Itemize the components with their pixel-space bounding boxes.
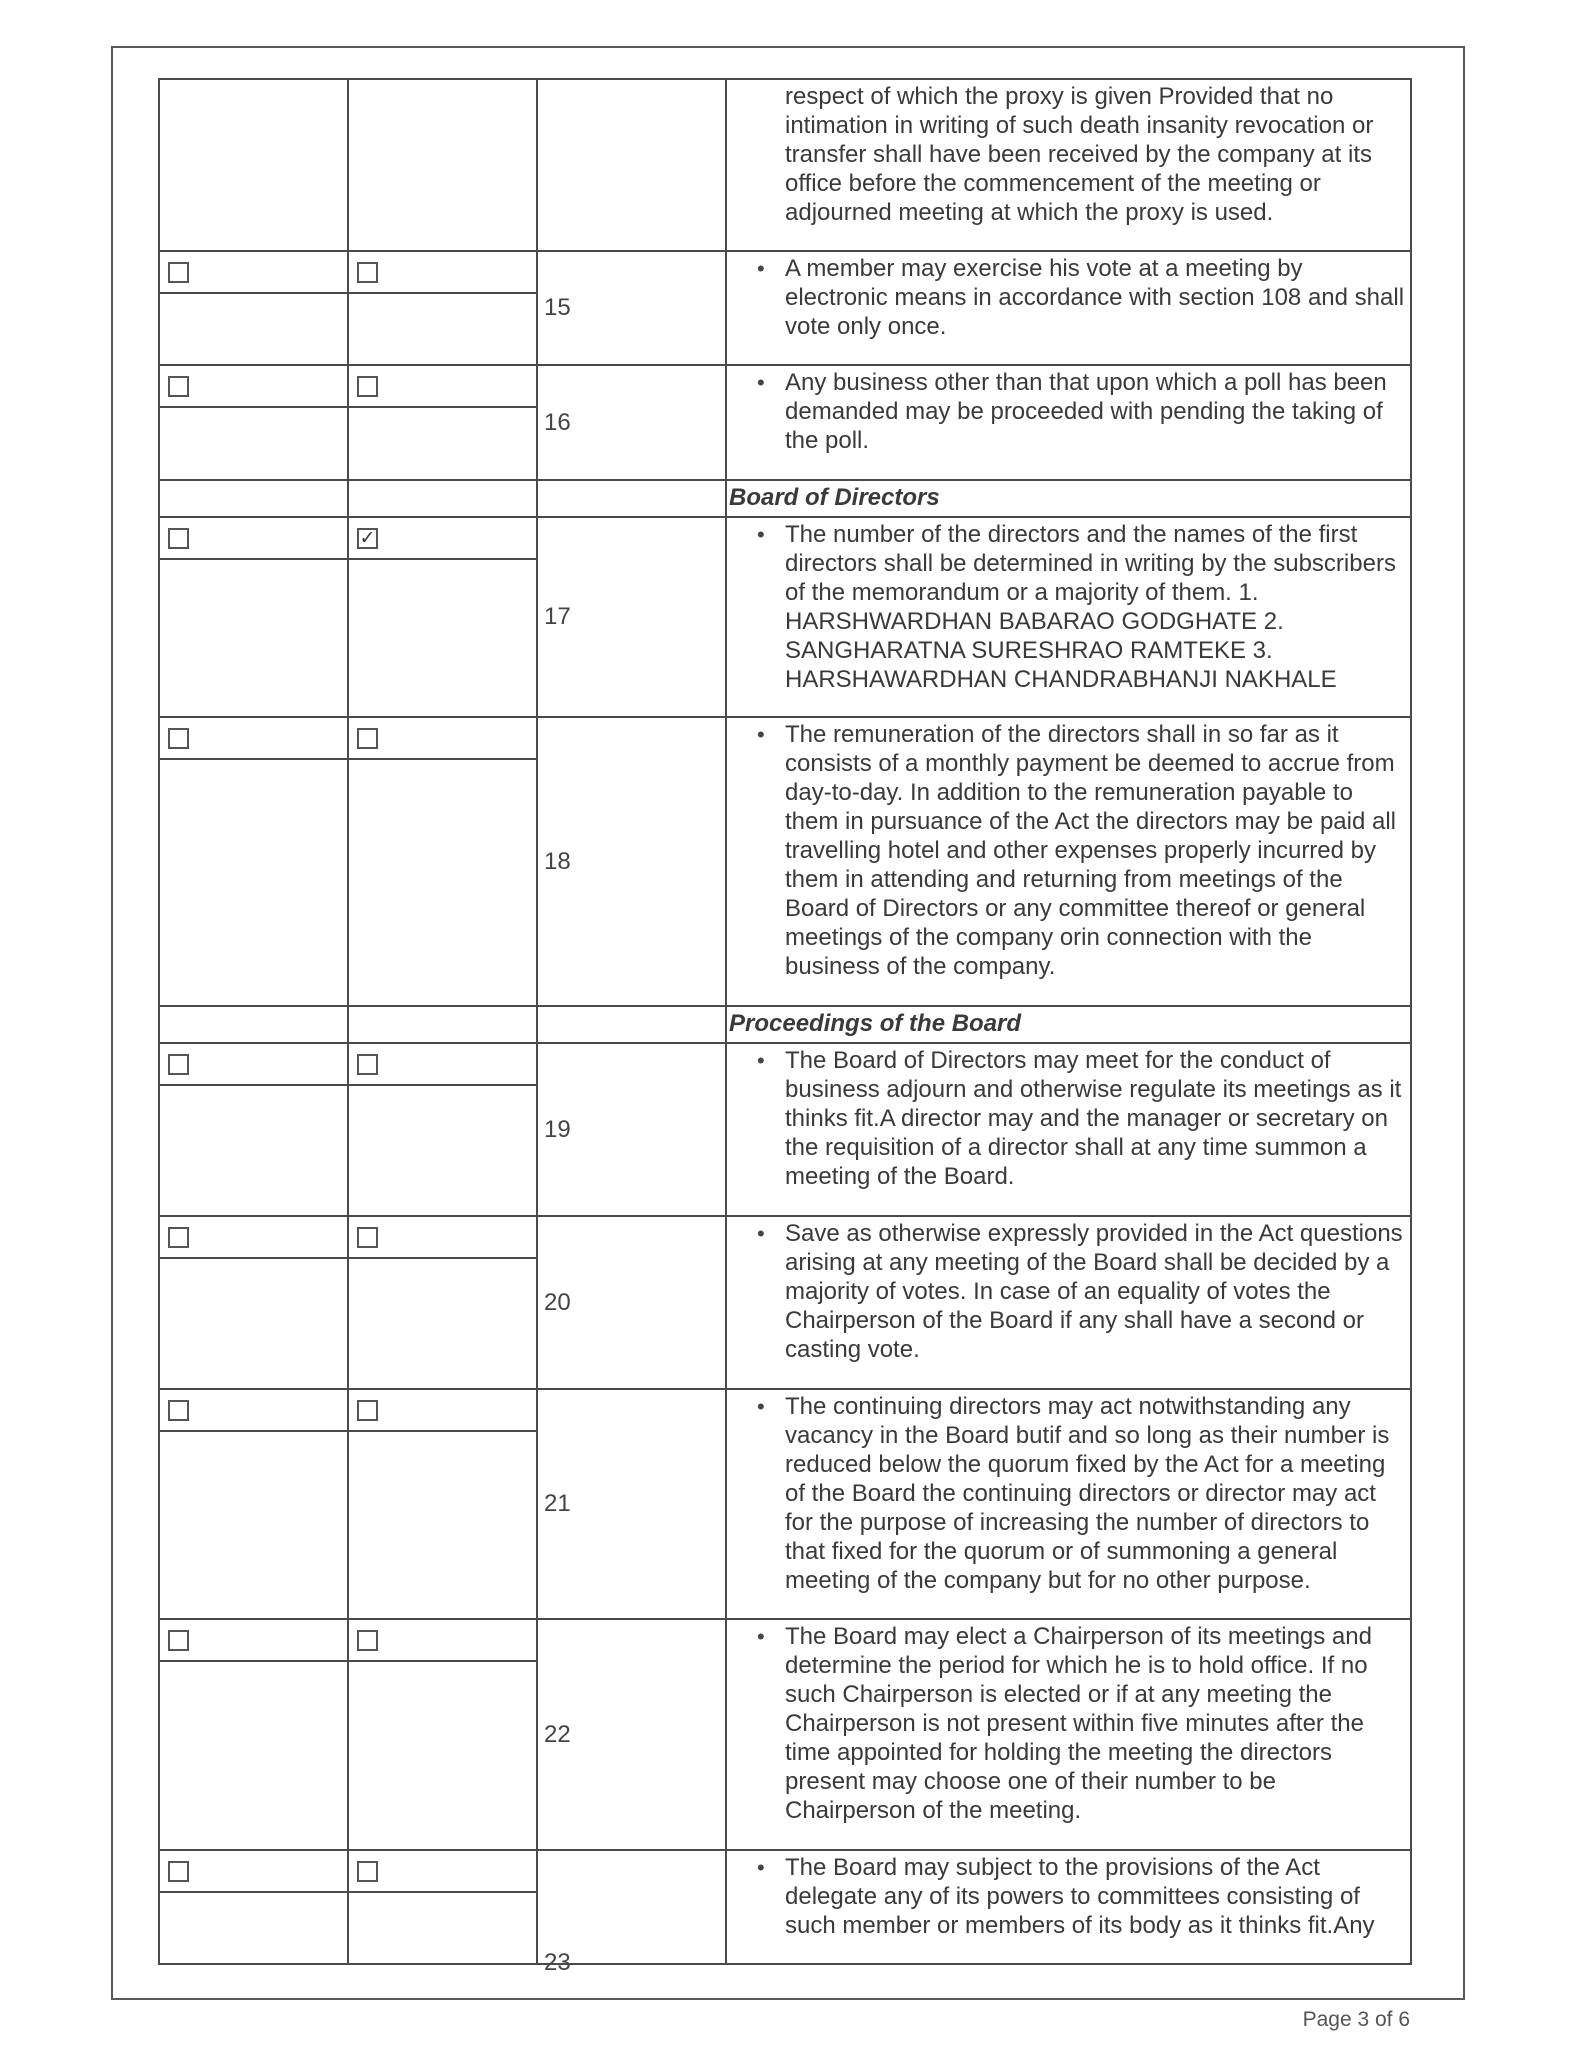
continued-clause-text: respect of which the proxy is given Provided that no intimation in writing of such death insanity revocation or transfer shall have been received by the company at its office before the commencement of the meeting or adjourned meeting at which the proxy is used.	[725, 80, 1412, 250]
clause-row	[158, 80, 1412, 252]
checkbox[interactable]	[357, 1400, 378, 1421]
checkbox-holder	[160, 1044, 347, 1086]
checkbox-holder	[349, 366, 536, 408]
option-column-2	[347, 518, 536, 716]
section-heading: Board of Directors	[725, 481, 1412, 516]
clause-number: 18	[544, 847, 571, 875]
checkbox-holder	[160, 1620, 347, 1662]
clause-text: • The number of the directors and the names of the first directors shall be determined in writing by the subscribers of the memorandum or a majority of them. 1. HARSHWARDHAN BABARAO GODGHATE 2. SANGHARATNA SURESHRAO RAMTEKE 3. HARSHAWARDHAN CHANDRABHANJI NAKHALE	[725, 518, 1412, 716]
checkbox[interactable]	[357, 376, 378, 397]
clause-text: • Save as otherwise expressly provided in the Act questions arising at any meeting of the Board shall be decided by a majority of votes. In case of an equality of votes the Chairperson of the Board if any shall have a second or casting vote.	[725, 1217, 1412, 1388]
clause-text: • A member may exercise his vote at a meeting by electronic means in accordance with section 108 and shall vote only once.	[725, 252, 1412, 364]
section-heading-row	[158, 481, 1412, 518]
checkbox[interactable]	[168, 528, 189, 549]
checkbox[interactable]	[357, 728, 378, 749]
clause-number-cell	[536, 252, 725, 364]
checkbox[interactable]	[357, 262, 378, 283]
option-column-1	[158, 1620, 347, 1849]
clause-number: 19	[544, 1115, 571, 1143]
clause-number: 23	[544, 1949, 571, 1976]
section-heading-row	[158, 1007, 1412, 1044]
empty-cell	[347, 1007, 536, 1042]
checkbox-holder	[160, 518, 347, 560]
clause-text: • The Board of Directors may meet for the conduct of business adjourn and otherwise regulate its meetings as it thinks fit.A director may and the manager or secretary on the requisition of a director shall at any time summon a meeting of the Board.	[725, 1044, 1412, 1215]
checkbox[interactable]	[357, 528, 378, 549]
checkbox[interactable]	[357, 1861, 378, 1882]
clause-row	[158, 1620, 1412, 1851]
checkbox-holder	[349, 1217, 536, 1259]
option-column-2	[347, 1217, 536, 1388]
checkbox[interactable]	[168, 1861, 189, 1882]
clause-text: • The Board may subject to the provisions of the Act delegate any of its powers to committees consisting of such member or members of its body as it thinks fit.Any	[725, 1851, 1412, 1963]
clause-text: • The remuneration of the directors shall in so far as it consists of a monthly payment be deemed to accrue from day-to-day. In addition to the remuneration payable to them in pursuance of the Act the directors may be paid all travelling hotel and other expenses properly incurred by them in attending and returning from meetings of the Board of Directors or any committee thereof or general meetings of the company orin connection with the business of the company.	[725, 718, 1412, 1005]
option-column-2	[347, 718, 536, 1005]
clause-number: 21	[544, 1490, 571, 1517]
option-column-2	[347, 1620, 536, 1849]
clause-row	[158, 518, 1412, 718]
empty-cell	[158, 80, 347, 250]
clause-row	[158, 1390, 1412, 1620]
checkbox-holder	[160, 252, 347, 294]
empty-cell	[536, 80, 725, 250]
option-column-1	[158, 1851, 347, 1963]
empty-cell	[158, 1007, 347, 1042]
empty-cell	[536, 1007, 725, 1042]
empty-cell	[158, 481, 347, 516]
clause-row	[158, 718, 1412, 1007]
clause-text: • The Board may elect a Chairperson of its meetings and determine the period for which he is to hold office. If no such Chairperson is elected or if at any meeting the Chairperson is not present within five minutes after the time appointed for holding the meeting the directors present may choose one of their number to be Chairperson of the meeting.	[725, 1620, 1412, 1849]
checkbox[interactable]	[168, 1227, 189, 1248]
checkbox-holder	[160, 718, 347, 760]
checkbox-holder	[349, 1390, 536, 1432]
clause-text: • Any business other than that upon which a poll has been demanded may be proceeded with pending the taking of the poll.	[725, 366, 1412, 479]
clause-number-cell	[536, 1620, 725, 1849]
empty-cell	[536, 481, 725, 516]
option-column-2	[347, 1044, 536, 1215]
clause-row	[158, 1217, 1412, 1390]
section-heading: Proceedings of the Board	[725, 1007, 1412, 1042]
option-column-2	[347, 252, 536, 364]
checkbox-holder	[160, 366, 347, 408]
empty-cell	[347, 80, 536, 250]
option-column-2	[347, 1851, 536, 1963]
checkbox[interactable]	[357, 1054, 378, 1075]
checkbox[interactable]	[168, 1400, 189, 1421]
clause-number-cell	[536, 1044, 725, 1215]
clause-number: 15	[544, 294, 571, 321]
checkbox-holder	[349, 252, 536, 294]
checkbox-holder	[349, 718, 536, 760]
checkmark-icon: ✓	[359, 526, 376, 549]
clause-row	[158, 366, 1412, 481]
empty-cell	[347, 481, 536, 516]
checkbox[interactable]	[168, 1630, 189, 1651]
checkbox[interactable]	[357, 1630, 378, 1651]
clause-number-cell	[536, 718, 725, 1005]
option-column-1	[158, 718, 347, 1005]
clause-row	[158, 1851, 1412, 1976]
articles-table	[158, 78, 1412, 1976]
clause-number: 17	[544, 603, 571, 630]
checkbox-holder	[349, 518, 536, 560]
option-column-2	[347, 1390, 536, 1618]
option-column-1	[158, 252, 347, 364]
checkbox-holder	[160, 1217, 347, 1259]
option-column-1	[158, 1390, 347, 1618]
clause-number-cell	[536, 1217, 725, 1388]
checkbox-holder	[160, 1851, 347, 1893]
option-column-1	[158, 1217, 347, 1388]
option-column-2	[347, 366, 536, 479]
clause-number-cell	[536, 1390, 725, 1618]
clause-number-cell	[536, 1851, 725, 1976]
checkbox-holder	[349, 1620, 536, 1662]
checkbox[interactable]	[168, 376, 189, 397]
clause-row	[158, 252, 1412, 366]
checkbox[interactable]	[168, 728, 189, 749]
clause-number: 22	[544, 1720, 571, 1748]
checkbox[interactable]	[357, 1227, 378, 1248]
checkbox-holder	[349, 1044, 536, 1086]
page-number: Page 3 of 6	[1302, 2008, 1410, 2031]
clause-number-cell	[536, 366, 725, 479]
option-column-1	[158, 518, 347, 716]
checkbox-holder	[349, 1851, 536, 1893]
clause-number: 20	[544, 1288, 571, 1316]
checkbox[interactable]	[168, 262, 189, 283]
clause-number-cell	[536, 518, 725, 716]
clause-text: • The continuing directors may act notwithstanding any vacancy in the Board butif and so long as their number is reduced below the quorum fixed by the Act for a meeting of the Board the continuing directors or director may act for the purpose of increasing the number of directors to that fixed for the quorum or of summoning a general meeting of the company but for no other purpose.	[725, 1390, 1412, 1618]
checkbox[interactable]	[168, 1054, 189, 1075]
clause-row	[158, 1044, 1412, 1217]
checkbox-holder	[160, 1390, 347, 1432]
option-column-1	[158, 1044, 347, 1215]
clause-number: 16	[544, 408, 571, 436]
option-column-1	[158, 366, 347, 479]
